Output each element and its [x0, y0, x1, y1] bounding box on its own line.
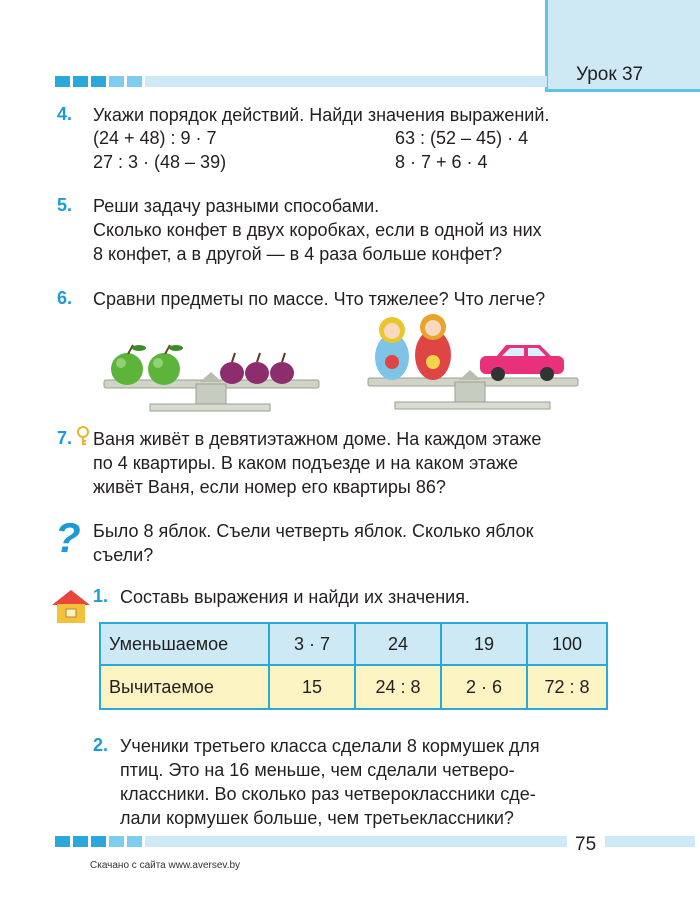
table-cell: 24 [356, 624, 442, 664]
task-6-number: 6. [57, 288, 73, 308]
task-7-line1: Ваня живёт в девятиэтажном доме. На каждом этаже [93, 429, 542, 449]
table-cell: 3 · 7 [270, 624, 356, 664]
task-6-text: Сравни предметы по массе. Что тяжелее? Что легче? [93, 289, 546, 309]
table-cell: 19 [442, 624, 528, 664]
task-5-number: 5. [57, 195, 73, 215]
table-cell: 15 [270, 666, 356, 708]
task-7-line2: по 4 квартиры. В каком подъезде и на каком этаже [93, 453, 518, 473]
table-cell: 100 [551, 633, 583, 654]
homework-2-number: 2. [93, 735, 109, 755]
homework-2-line4: лали кормушек больше, чем третьеклассники? [120, 808, 514, 828]
puzzle-line1: Было 8 яблок. Съели четверть яблок. Сколько яблок [93, 521, 534, 541]
homework-2-line2: птиц. Это на 16 меньше, чем сделали четверо- [120, 760, 515, 780]
table-row-subtrahend [101, 666, 606, 708]
task-7-line3: живёт Ваня, если номер его квартиры 86? [93, 477, 446, 497]
table-row-minuend [101, 624, 606, 666]
task-5-line3: 8 конфет, а в другой — в 4 раза больше конфет? [93, 244, 503, 264]
homework-2-line3: классники. Во сколько раз четвероклассники сде- [120, 784, 536, 804]
page-number-bar [605, 836, 695, 847]
puzzle-line2: съели? [93, 545, 154, 565]
task-4-text: Укажи порядок действий. Найди значения выражений. [93, 105, 550, 125]
scales-illustration [0, 0, 700, 420]
lesson-title: Урок 37 [576, 64, 644, 85]
homework-1-number: 1. [93, 586, 109, 606]
task-7-number: 7. [57, 428, 73, 448]
task-4-expr-a: (24 + 48) : 9 · 7 [93, 128, 217, 148]
apples [111, 345, 183, 385]
footer-source: Скачано с сайта www.aversev.by [90, 860, 241, 871]
table-cell: 24 : 8 [356, 666, 442, 708]
question-mark-icon: ? [55, 514, 81, 561]
expression-table [99, 622, 608, 710]
key-icon [76, 426, 90, 446]
plums [220, 353, 294, 384]
task-4-expr-b: 63 : (52 – 45) · 4 [395, 128, 529, 148]
page-number: 75 [575, 834, 597, 855]
table-row-label: Уменьшаемое [101, 624, 270, 664]
table-cell: 2 · 6 [442, 666, 528, 708]
task-4-number: 4. [57, 104, 73, 124]
task-4-expr-c: 27 : 3 · (48 – 39) [93, 152, 227, 172]
task-5-line2: Сколько конфет в двух коробках, если в одной из них [93, 220, 542, 240]
house-icon [50, 588, 92, 624]
toy-car [480, 345, 564, 381]
homework-1-text: Составь выражения и найди их значения. [120, 587, 470, 607]
homework-2-line1: Ученики третьего класса сделали 8 кормушек для [120, 736, 540, 756]
table-row-label: Вычитаемое [101, 666, 270, 708]
task-5-line1: Реши задачу разными способами. [93, 196, 380, 216]
table-cell: 72 : 8 [544, 676, 590, 697]
task-4-expr-d: 8 · 7 + 6 · 4 [395, 152, 488, 172]
bottom-stripe [55, 836, 567, 847]
matryoshka-dolls [375, 314, 451, 380]
